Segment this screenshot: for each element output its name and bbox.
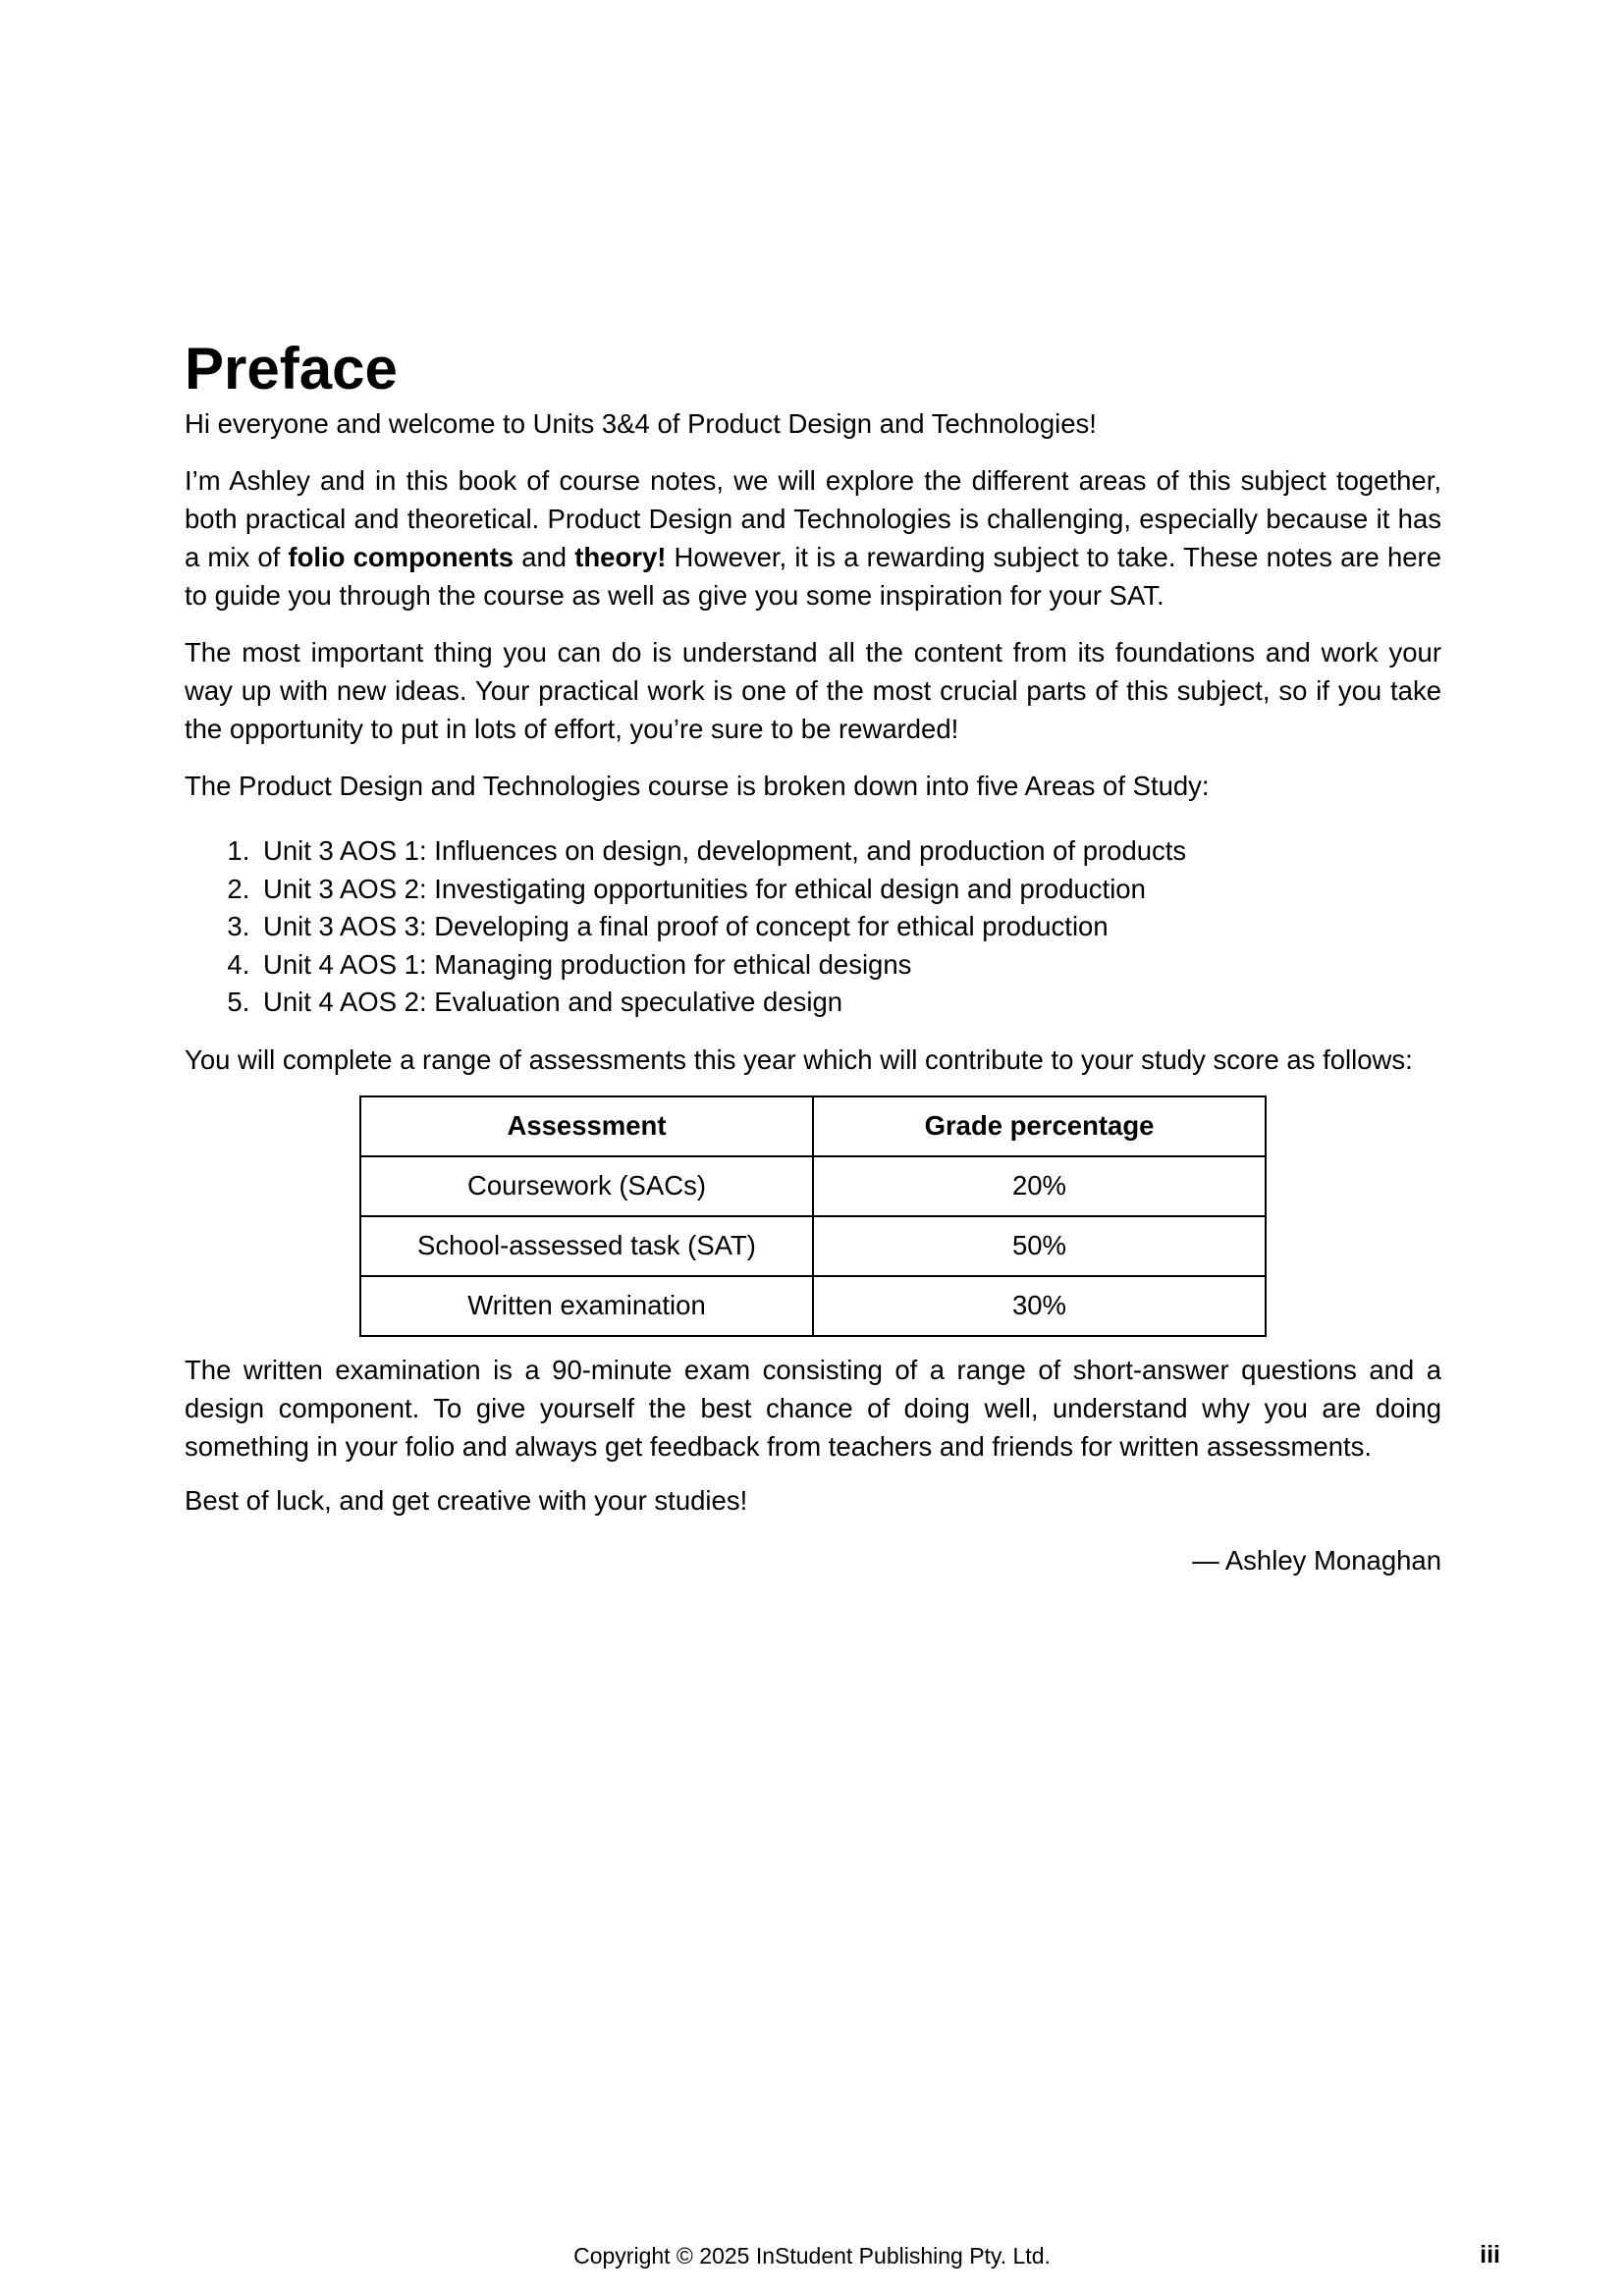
table-cell: 30% (813, 1276, 1266, 1336)
paragraph-course-breakdown: The Product Design and Technologies course is broken down into five Areas of Study: (185, 771, 1210, 801)
paragraph-advice: The most important thing you can do is understand all the content from its foundations and work your way up with new ideas. Your practical work is one of the most crucial parts of this subject, so if you take the opportunity to put in lots of effort, you’re sure to be rewarded! (185, 637, 1441, 744)
text-run: However, it is a rewarding subject to take. These notes are here to guide you through the course as well as give you some inspiration for your SAT. (185, 542, 1441, 611)
bold-text-run: folio components (288, 542, 514, 572)
table-cell: 20% (813, 1156, 1266, 1216)
page-number: iii (1480, 2241, 1500, 2269)
table-cell: Coursework (SACs) (360, 1156, 813, 1216)
preface-content (185, 0, 1441, 1579)
table-cell: School-assessed task (SAT) (360, 1216, 813, 1276)
assessment-table (359, 1095, 1267, 1337)
list-item: 1. Unit 3 AOS 1: Influences on design, development, and production of products (257, 832, 1441, 871)
paragraph-introduction (185, 461, 1441, 614)
author-signature: — Ashley Monaghan (1192, 1544, 1441, 1575)
list-item: 4. Unit 4 AOS 1: Managing production for ethical designs (257, 946, 1441, 985)
table-row (360, 1276, 1266, 1336)
table-row (360, 1156, 1266, 1216)
table-header-row (360, 1096, 1266, 1156)
areas-of-study-list (185, 832, 1441, 1022)
paragraph-welcome: Hi everyone and welcome to Units 3&4 of Product Design and Technologies! (185, 408, 1097, 439)
text-run: and (514, 542, 575, 572)
paragraph-exam-details: The written examination is a 90-minute exam consisting of a range of short-answer questions and a design component. To give yourself the best chance of doing well, understand why you are doing something in your folio and always get feedback from teachers and friends for written assessments. (185, 1354, 1441, 1462)
list-item: 3. Unit 3 AOS 3: Developing a final proof of concept for ethical production (257, 908, 1441, 946)
bold-text-run: theory! (574, 542, 667, 572)
table-cell: 50% (813, 1216, 1266, 1276)
footer-copyright: Copyright © 2025 InStudent Publishing Pty. Ltd. (573, 2243, 1051, 2269)
list-item: 5. Unit 4 AOS 2: Evaluation and speculative design (257, 984, 1441, 1022)
table-header-cell: Assessment (360, 1096, 813, 1156)
paragraph-assessments-intro: You will complete a range of assessments this year which will contribute to your study score as follows: (185, 1043, 1413, 1075)
paragraph-good-luck: Best of luck, and get creative with your studies! (185, 1484, 748, 1516)
table-header-cell: Grade percentage (813, 1096, 1266, 1156)
text-run: I’m Ashley and in this book of course notes, we will explore the different areas of this subject together, both practical and theoretical. Product Design and Technologies is challenging, especially because it has a mix of (185, 465, 1441, 572)
table-row (360, 1216, 1266, 1276)
table-cell: Written examination (360, 1276, 813, 1336)
page-title: Preface (185, 336, 398, 401)
list-item: 2. Unit 3 AOS 2: Investigating opportunities for ethical design and production (257, 871, 1441, 909)
